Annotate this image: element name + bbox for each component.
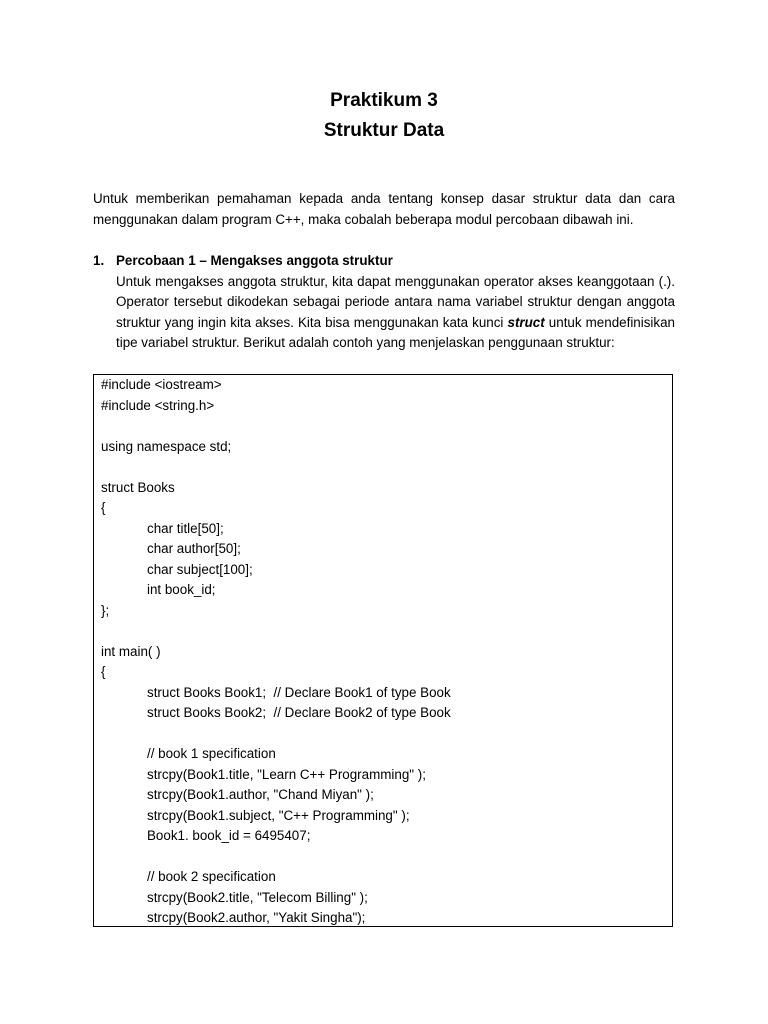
code-line: int main( )	[101, 643, 161, 659]
code-line: strcpy(Book2.author, "Yakit Singha");	[147, 910, 366, 925]
section-body-keyword: struct	[507, 314, 545, 330]
page-title: Praktikum 3	[330, 90, 438, 111]
code-line: int book_id;	[147, 582, 216, 597]
code-line: {	[101, 500, 106, 515]
code-line: #include <iostream>	[101, 377, 222, 392]
code-line: strcpy(Book1.subject, "C++ Programming" );	[147, 807, 410, 823]
code-listing	[93, 374, 673, 927]
code-line: strcpy(Book1.author, "Chand Miyan" );	[147, 787, 374, 802]
section-heading-text: Percobaan 1 – Mengakses anggota struktur	[116, 253, 393, 268]
code-line: #include <string.h>	[101, 397, 215, 413]
code-line: char title[50];	[147, 520, 224, 536]
section-heading	[93, 251, 675, 272]
code-line: // book 2 specification	[147, 869, 276, 884]
code-line: struct Books	[101, 479, 175, 495]
section-body	[93, 272, 675, 354]
page-title-block	[0, 86, 768, 146]
code-line: {	[101, 664, 106, 679]
code-line	[101, 621, 664, 642]
code-line	[101, 847, 664, 868]
code-line: strcpy(Book1.title, "Learn C++ Programming" );	[147, 766, 426, 782]
code-line: Book1. book_id = 6495407;	[147, 828, 311, 843]
code-line: strcpy(Book2.title, "Telecom Billing" );	[147, 889, 368, 905]
section-percobaan-1	[93, 251, 675, 354]
intro-paragraph: Untuk memberikan pemahaman kepada anda tentang konsep dasar struktur data dan cara menggunakan dalam program C++, maka cobalah beberapa modul percobaan dibawah ini.	[93, 191, 675, 227]
code-line	[101, 416, 664, 437]
code-line: struct Books Book2; // Declare Book2 of type Book	[147, 705, 451, 720]
code-line: char author[50];	[147, 541, 241, 556]
section-body-before: Untuk mengakses anggota struktur, kita dapat menggunakan operator akses keanggotaan (.). Operator tersebut dikodekan sebagai periode antara nama variabel struktur dengan anggota struktur yang ingin kita akses. Kita bisa menggunakan kata kunci	[116, 273, 675, 330]
code-line: using namespace std;	[101, 438, 232, 454]
code-line	[101, 457, 664, 478]
code-line	[101, 724, 664, 745]
section-number: 1.	[93, 253, 105, 268]
page-subtitle: Struktur Data	[323, 120, 445, 141]
section-body-after: untuk mendefinisikan tipe variabel struktur. Berikut adalah contoh yang menjelaskan penggunaan struktur:	[116, 314, 675, 350]
code-line: };	[101, 602, 110, 618]
code-line: // book 1 specification	[147, 746, 276, 761]
code-line: struct Books Book1; // Declare Book1 of type Book	[147, 684, 451, 700]
code-line: char subject[100];	[147, 561, 253, 577]
